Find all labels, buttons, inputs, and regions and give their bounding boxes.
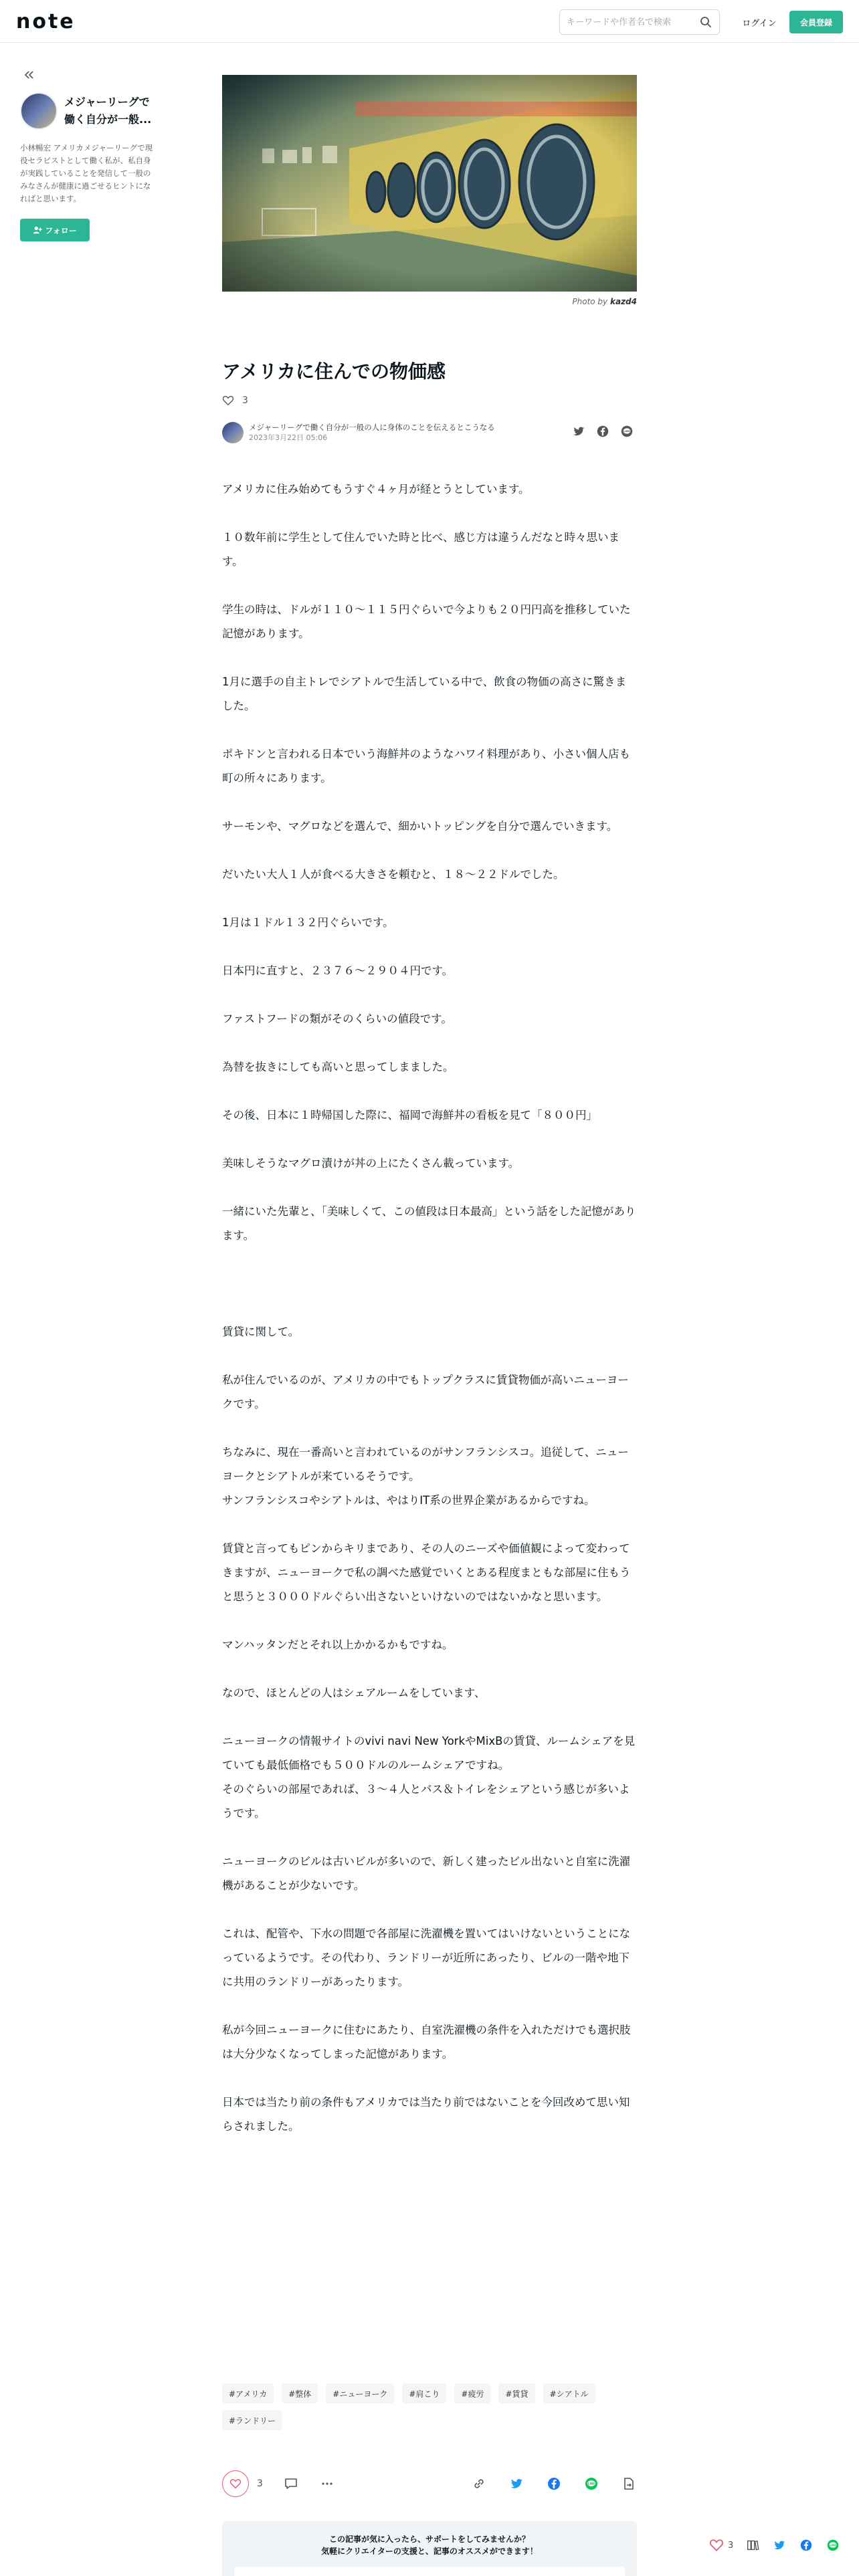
line-icon[interactable]: [583, 2476, 599, 2492]
support-line-1: この記事が気に入ったら、サポートをしてみませんか？: [328, 2535, 530, 2544]
floating-like-count: 3: [728, 2540, 734, 2551]
heart-icon[interactable]: [709, 2538, 724, 2553]
follow-label: フォロー: [45, 225, 77, 235]
article: [222, 75, 637, 2163]
article-title: アメリカに住んでの物価感: [222, 360, 446, 383]
support-line-2: 気軽にクリエイターの支援と、記事のオススメができます！: [321, 2547, 538, 2556]
photo-credit-prefix: Photo by: [572, 297, 608, 306]
site-header: [0, 0, 859, 43]
paragraph: ポキドンと言われる日本でいう海鮮丼のようなハワイ料理があり、小さい個人店も町の所々にあります。: [222, 748, 631, 784]
double-chevron-left-icon[interactable]: [21, 67, 37, 83]
paragraph: これは、配管や、下水の問題で各部屋に洗濯機を置いてはいけないということになっているようです。その代わり、ランドリーが近所にあったり、ビルの一階や地下に共用のランドリーがあったります。: [222, 1927, 631, 1988]
creator-info[interactable]: [20, 92, 167, 130]
twitter-icon[interactable]: [571, 424, 586, 439]
search-icon[interactable]: [699, 15, 712, 29]
paragraph: その後、日本に１時帰国した際に、福岡で海鮮丼の看板を見て「８００円」: [222, 1109, 597, 1121]
paragraph: 為替を抜きにしても高いと思ってしまました。: [222, 1061, 454, 1073]
laundromat-illustration: [222, 75, 637, 292]
creator-sidebar: [20, 67, 167, 241]
hashtag[interactable]: #賃貸: [498, 2383, 535, 2403]
publish-date: 2023年3月22日 05:06: [249, 433, 328, 442]
note-logo[interactable]: [16, 9, 76, 33]
paragraph: ファストフードの類がそのくらいの値段です。: [222, 1012, 452, 1025]
support-text: [222, 2521, 637, 2557]
search-box[interactable]: [559, 9, 720, 35]
paragraph: 賃貸と言ってもピンからキリまであり、その人のニーズや価値観によって変わってきますが、ニューヨークで私の調べた感覚でいくとある程度まともな部屋に住もうと思うと３０００ドルぐらい出さないといけないのではないかなと思います。: [222, 1542, 631, 1603]
article-action-bar: [222, 2469, 637, 2498]
hashtag[interactable]: #疲労: [454, 2383, 490, 2403]
paragraph: 日本円に直すと、２３７６〜２９０４円です。: [222, 964, 454, 977]
twitter-icon[interactable]: [772, 2538, 787, 2553]
line-icon[interactable]: [826, 2538, 840, 2553]
paragraph: ニューヨークの情報サイトのvivi navi New YorkやMixBの賃貸、ルームシェアを見ていても最低価格でも５００ドルのルームシェアですね。 そのぐらいの部屋であれば、３〜４人とバス＆トイレをシェアという感じが多いようです。: [222, 1735, 636, 1820]
floating-like[interactable]: [709, 2538, 733, 2553]
hashtag[interactable]: #ニューヨーク: [326, 2383, 394, 2403]
hero-image: [222, 75, 637, 292]
hashtag[interactable]: #アメリカ: [222, 2383, 274, 2403]
paragraph: 日本では当たり前の条件もアメリカでは当たり前ではないことを今回改めて思い知らされました。: [222, 2096, 630, 2133]
heart-icon: [229, 2478, 242, 2490]
magazine-icon[interactable]: [745, 2538, 760, 2553]
paragraph: 私が今回ニューヨークに住むにあたり、自室洗濯機の条件を入れただけでも選択肢は大分少なくなってしまった記憶があります。: [222, 2024, 631, 2060]
like-summary[interactable]: [222, 395, 637, 407]
like-count-bottom: 3: [257, 2478, 263, 2489]
like-count: 3: [242, 395, 248, 406]
search-input[interactable]: [567, 17, 699, 27]
creator-name[interactable]: メジャーリーグで働く自分が一般...: [64, 96, 152, 126]
paragraph: １０数年前に学生として住んでいた時と比べ、感じ方は違うんだなと時々思います。: [222, 531, 619, 568]
paragraph: 学生の時は、ドルが１１０〜１１５円ぐらいで今よりも２０円円高を推移していた記憶があります。: [222, 603, 631, 640]
embed-icon[interactable]: [621, 2476, 637, 2492]
copy-link-icon[interactable]: [471, 2476, 487, 2492]
paragraph: サーモンや、マグロなどを選んで、細かいトッピングを自分で選んでいきます。: [222, 820, 618, 833]
paragraph: マンハッタンだとそれ以上かかるかもですね。: [222, 1638, 454, 1651]
hashtag[interactable]: #整体: [282, 2383, 318, 2403]
facebook-icon[interactable]: [595, 424, 610, 439]
hashtag-list: [222, 2383, 637, 2430]
heart-icon[interactable]: [222, 395, 234, 407]
share-icons-top: [571, 424, 634, 439]
user-plus-icon: [33, 225, 42, 235]
signup-button[interactable]: 会員登録: [789, 11, 843, 33]
svg-text:LINE: LINE: [830, 2543, 837, 2547]
comment-icon[interactable]: [283, 2476, 299, 2492]
follow-button[interactable]: [20, 219, 90, 241]
paragraph: 一緒にいた先輩と、「美味しくて、この値段は日本最高」という話をした記憶があります。: [222, 1205, 636, 1242]
meta-text: [249, 422, 495, 443]
paragraph: だいたい大人１人が食べる大きさを頼むと、１８〜２２ドルでした。: [222, 868, 565, 881]
more-options-icon[interactable]: [319, 2476, 335, 2492]
hashtag[interactable]: #肩こり: [402, 2383, 446, 2403]
photo-credit-name[interactable]: kazd4: [609, 297, 637, 306]
paragraph: 1月に選手の自主トレでシアトルで生活している中で、飲食の物価の高さに驚きました。: [222, 675, 627, 712]
paragraph: 1月は１ドル１３２円ぐらいです。: [222, 916, 394, 929]
twitter-icon[interactable]: [508, 2476, 524, 2492]
hashtag[interactable]: #ランドリー: [222, 2410, 282, 2430]
creator-avatar[interactable]: [20, 92, 58, 130]
line-icon[interactable]: [619, 424, 634, 439]
creator-bio: 小林暢宏 アメリカメジャーリーグで現役セラピストとして働く私が、私自身が実践していることを発信して一般のみなさんが健康に過ごせるヒントになればと思います。: [20, 143, 153, 203]
facebook-icon[interactable]: [546, 2476, 562, 2492]
paragraph: ちなみに、現在一番高いと言われているのがサンフランシスコ。追従して、ニューヨークとシアトルが来ているそうです。 サンフランシスコやシアトルは、やはりIT系の世界企業があるからですね。: [222, 1446, 629, 1507]
support-box: [222, 2521, 637, 2576]
svg-text:LINE: LINE: [624, 429, 630, 433]
author-avatar[interactable]: [222, 422, 244, 443]
facebook-icon[interactable]: [799, 2538, 814, 2553]
svg-text:LINE: LINE: [587, 2482, 595, 2486]
login-button[interactable]: ログイン: [742, 18, 777, 29]
photo-credit: [222, 297, 637, 306]
paragraph: 賃貸に関して。: [222, 1325, 300, 1338]
paragraph: 美味しそうなマグロ漬けが丼の上にたくさん載っています。: [222, 1157, 520, 1170]
support-button-area[interactable]: [234, 2567, 625, 2576]
paragraph: アメリカに住み始めてもうすぐ４ヶ月が経とうとしています。: [222, 483, 530, 496]
hashtag[interactable]: #シアトル: [543, 2383, 595, 2403]
article-body: [222, 477, 637, 2139]
paragraph: ニューヨークのビルは古いビルが多いので、新しく建ったビル出ないと自室に洗濯機があることが少ないです。: [222, 1855, 631, 1892]
paragraph: 私が住んでいるのが、アメリカの中でもトップクラスに賃貸物価が高いニューヨークです。: [222, 1374, 629, 1410]
floating-action-bar: [709, 2535, 840, 2556]
logo-text[interactable]: note: [16, 9, 76, 33]
like-button[interactable]: [222, 2470, 249, 2497]
article-meta: [222, 421, 637, 444]
author-name[interactable]: メジャーリーグで働く自分が一般の人に身体のことを伝えるとこうなる: [249, 423, 495, 432]
paragraph: なので、ほとんどの人はシェアルームをしています、: [222, 1687, 486, 1699]
